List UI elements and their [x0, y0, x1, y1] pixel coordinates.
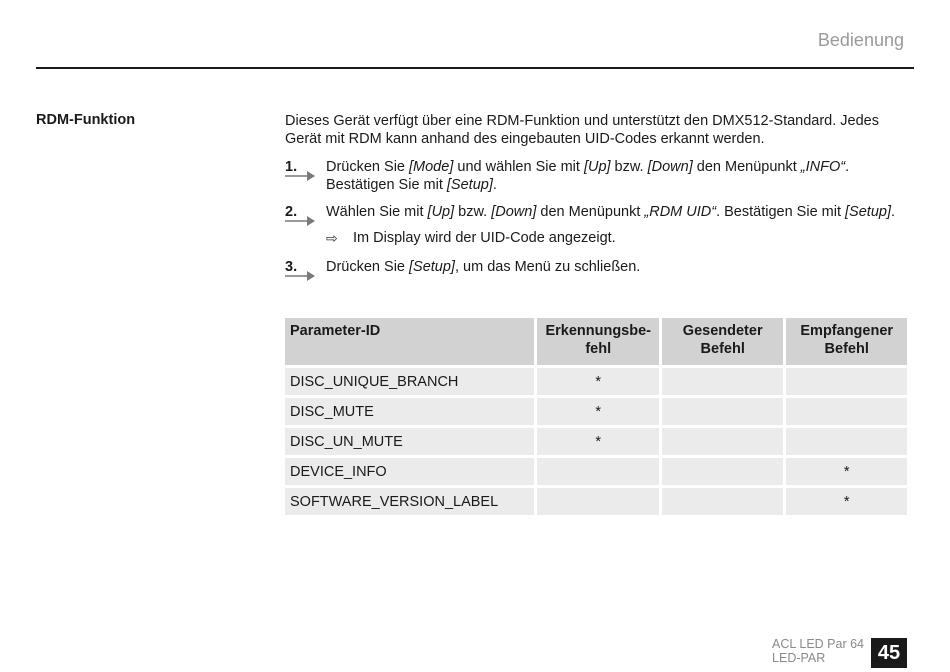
cell-sent	[662, 458, 783, 485]
cell-received	[786, 398, 907, 425]
cell-discovery: *	[537, 368, 659, 395]
step-text: Wählen Sie mit [Up] bzw. [Down] den Menüpunkt „RDM UID“. Bestätigen Sie mit [Setup].	[326, 204, 896, 220]
cell-parameter-id: SOFTWARE_VERSION_LABEL	[285, 488, 534, 515]
header-parameter-id: Parameter-ID	[285, 318, 534, 365]
header-received-command: Empfangener Befehl	[786, 318, 907, 365]
step-text: Drücken Sie [Setup], um das Menü zu schließen.	[326, 259, 641, 275]
intro-paragraph: Dieses Gerät verfügt über eine RDM-Funktion und unterstützt den DMX512-Standard. Jedes Gerät mit RDM kann anhand des eingebauten UID-Codes erkannt werden.	[285, 113, 879, 147]
cell-sent	[662, 428, 783, 455]
cell-received	[786, 428, 907, 455]
cell-parameter-id: DISC_UNIQUE_BRANCH	[285, 368, 534, 395]
cell-received	[786, 368, 907, 395]
step-3	[285, 258, 913, 276]
result-text: Im Display wird der UID-Code angezeigt.	[353, 230, 616, 246]
result-arrow-icon: ⇨	[326, 230, 338, 246]
cell-received: *	[786, 488, 907, 515]
header-discovery-command: Erkennungsbe- fehl	[537, 318, 659, 365]
step-arrow-icon	[285, 175, 307, 177]
step-2-result	[285, 229, 913, 247]
cell-discovery	[537, 458, 659, 485]
footer-product-line-2: LED-PAR	[772, 651, 826, 665]
table-header-row	[285, 318, 907, 365]
table-row	[285, 488, 907, 515]
cell-sent	[662, 398, 783, 425]
step-2	[285, 203, 913, 221]
step-1	[285, 158, 913, 194]
cell-received: *	[786, 458, 907, 485]
cell-parameter-id: DISC_UN_MUTE	[285, 428, 534, 455]
cell-sent	[662, 368, 783, 395]
table-row	[285, 458, 907, 485]
step-number: 3.	[285, 259, 298, 275]
cell-sent	[662, 488, 783, 515]
table-row	[285, 428, 907, 455]
step-arrow-icon	[285, 220, 307, 222]
page-header-title: Bedienung	[817, 30, 904, 50]
section-title: RDM-Funktion	[36, 112, 136, 128]
content-column	[285, 112, 913, 285]
footer-product-name	[772, 637, 864, 665]
step-text: Drücken Sie [Mode] und wählen Sie mit [Up] bzw. [Down] den Menüpunkt „INFO“. Bestätigen Sie mit [Setup].	[326, 159, 850, 193]
step-arrow-icon	[285, 275, 307, 277]
footer-product-line-1: ACL LED Par 64	[772, 637, 864, 651]
page-number: 45	[871, 638, 907, 668]
cell-parameter-id: DEVICE_INFO	[285, 458, 534, 485]
step-number: 2.	[285, 204, 298, 220]
cell-discovery: *	[537, 398, 659, 425]
table-row	[285, 398, 907, 425]
cell-discovery	[537, 488, 659, 515]
step-number: 1.	[285, 159, 298, 175]
cell-parameter-id: DISC_MUTE	[285, 398, 534, 425]
table-row	[285, 368, 907, 395]
header-divider	[36, 67, 914, 69]
rdm-parameter-table	[282, 315, 910, 518]
cell-discovery: *	[537, 428, 659, 455]
header-sent-command: Gesendeter Befehl	[662, 318, 783, 365]
